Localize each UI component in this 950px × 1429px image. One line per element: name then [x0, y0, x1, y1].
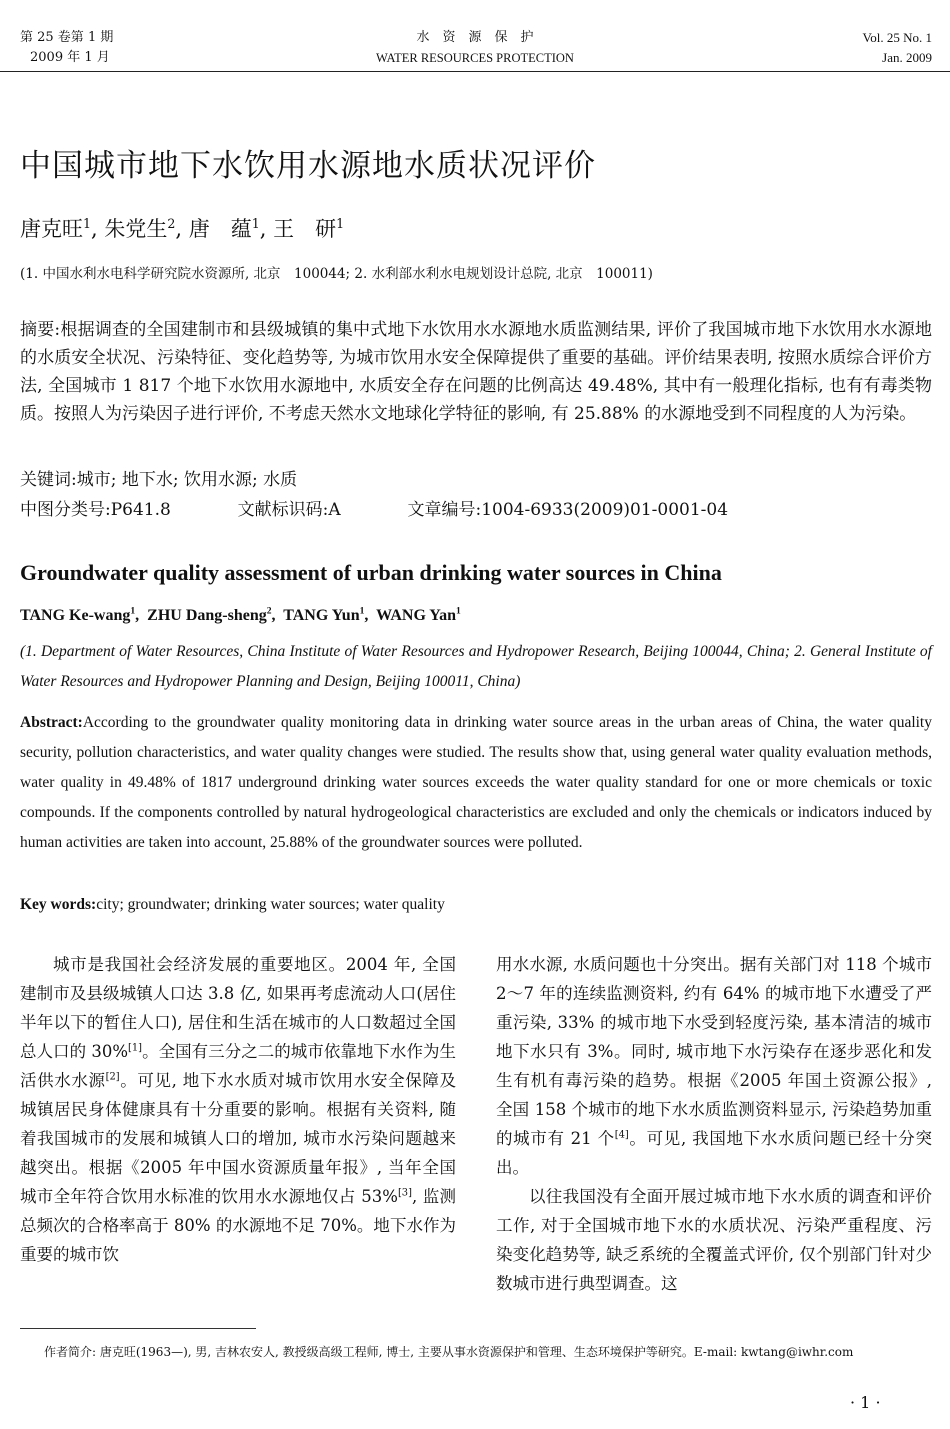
journal-name: [0, 28, 950, 68]
body-paragraph: 以往我国没有全面开展过城市地下水水质的调查和评价工作, 对于全国城市地下水的水质状况、污染严重程度、污染变化趋势等, 缺乏系统的全覆盖式评价, 仅个别部门针对少数城市进行典型调查。这: [496, 1187, 932, 1293]
author-name: 朱党生: [104, 217, 168, 241]
author-name-en: ZHU Dang-sheng: [147, 607, 267, 624]
abstract-en: [20, 708, 932, 858]
volume-date: Jan. 2009: [882, 50, 932, 65]
clc-value: P641.8: [110, 500, 171, 520]
abstract-en-text: According to the groundwater quality monitoring data in drinking water source areas in the urban areas of China, the water quality security, pollution characteristics, and water quality changes were studied. The results show that, using general water quality evaluation methods, water quality in 49.48% of 1817 underground drinking water sources exceeds the water quality standard for one or more chemicals or toxic compounds. If the components controlled by natural hydrogeological characteristics are excluded and only the chemicals or indicators induced by human activities are taken into account, 25.88% of the groundwater sources were polluted.: [20, 714, 932, 851]
keywords-cn: [20, 466, 932, 494]
author-name: 唐 蕴: [188, 217, 252, 241]
affiliation-cn: (1. 中国水利水电科学研究院水资源所, 北京 100044; 2. 水利部水利水电规划设计总院, 北京 100011): [20, 266, 653, 282]
author-list-en: TANG Ke-wang$^1$, ZHU Dang-sheng$^2$, TANG Yun$^1$, WANG Yan$^1$: [20, 605, 461, 624]
paper-title: 中国城市地下水饮用水源地水质状况评价: [20, 148, 596, 184]
author-affil-mark: 1: [359, 605, 365, 617]
abstract-cn-label: 摘要:: [20, 320, 61, 340]
article-number-label: 文章编号:: [407, 500, 482, 520]
body-text: 城市是我国社会经济发展的重要地区。2004 年, 全国建制市及县级城镇人口达 3.8 亿, 如果再考虑流动人口(居住半年以下的暂住人口), 居住和生活在城市的人口数超过全国总人口的 30%: [20, 955, 456, 1061]
author-name-en: WANG Yan: [376, 607, 456, 624]
issue-date: 2009 年 1 月: [30, 50, 110, 65]
body-text: 。可见, 地下水水质对城市饮用水安全保障及城镇居民身体健康具有十分重要的影响。根据有关资料, 随着我国城市的发展和城镇人口的增加, 城市水污染问题越来越突出。根据《2005 年中国水资源质量年报》, 当年全国城市全年符合饮用水标准的饮用水水源地仅占 53%: [20, 1071, 456, 1206]
header-rule: [0, 71, 950, 72]
author-name: 唐克旺: [20, 217, 83, 241]
author-name-en: TANG Ke-wang: [20, 607, 131, 624]
journal-name-cn: 水 资 源 保 护: [416, 30, 534, 45]
clc-label: 中图分类号:: [20, 500, 111, 520]
author-affil-mark: 1: [251, 216, 260, 231]
keywords-en: [20, 896, 445, 914]
body-text: 。可见, 我国地下水水质问题已经十分突出。: [496, 1129, 932, 1177]
author-bio-footnote: 作者简介: 唐克旺(1963—), 男, 吉林农安人, 教授级高级工程师, 博士, 主要从事水资源保护和管理、生态环境保护等研究。E-mail: kwtang@iwhr.com: [44, 1345, 854, 1359]
body-paragraph: [496, 950, 932, 1182]
keywords-en-label: Key words:: [20, 896, 97, 913]
classification-line: [20, 496, 932, 524]
abstract-cn: [20, 316, 932, 428]
body-text: , 监测总频次的合格率高于 80% 的水源地不足 70%。地下水作为重要的城市饮: [20, 1187, 456, 1264]
body-text: 。全国有三分之二的城市依靠地下水作为生活供水水源: [20, 1042, 457, 1090]
citation-ref: [1]: [128, 1042, 143, 1054]
affiliation-en: (1. Department of Water Resources, China Institute of Water Resources and Hydropower Research, Beijing 100044, China; 2. General Institute of Water Resources and Hydropower Planning and Design, Beijing 100011, China): [20, 643, 932, 690]
article-number-value: 1004-6933(2009)01-0001-04: [481, 500, 729, 520]
body-paragraph: [20, 950, 456, 1269]
volume-number: Vol. 25 No. 1: [862, 30, 932, 45]
abstract-en-label: Abstract:: [20, 714, 83, 731]
keywords-en-text: city; groundwater; drinking water sources; water quality: [96, 896, 445, 913]
citation-ref: [2]: [105, 1071, 120, 1083]
paper-title-en: Groundwater quality assessment of urban drinking water sources in China: [20, 560, 722, 585]
citation-ref: [3]: [397, 1187, 412, 1199]
footnote-rule: [20, 1328, 256, 1329]
page-number: · 1 ·: [850, 1393, 881, 1412]
author-affil-mark: 2: [167, 216, 176, 231]
doc-code-value: A: [328, 500, 341, 520]
journal-name-en: WATER RESOURCES PROTECTION: [376, 51, 574, 65]
author-list-cn: 唐克旺$^1$, 朱党生$^2$, 唐 蕴$^1$, 王 研$^1$: [20, 216, 345, 241]
citation-ref: [4]: [614, 1129, 629, 1141]
author-name: 王 研: [273, 217, 337, 241]
keywords-cn-label: 关键词:: [20, 470, 77, 490]
author-affil-mark: 1: [130, 605, 136, 617]
body-column-left: [20, 950, 456, 1269]
body-text: 用水水源, 水质问题也十分突出。据有关部门对 118 个城市 2～7 年的连续监测资料, 约有 64% 的城市地下水遭受了严重污染, 33% 的城市地下水受到轻度污染, 基本清洁的城市地下水只有 3%。同时, 城市地下水污染存在逐步恶化和发生有机有毒污染的趋势。根据《2005 年国土资源公报》, 全国 158 个城市的地下水水质监测资料显示, 污染趋势加重的城市有 21 个: [496, 955, 932, 1148]
journal-volume-en: [863, 28, 932, 68]
author-affil-mark: 1: [83, 216, 92, 231]
author-affil-mark: 1: [336, 216, 345, 231]
doc-code-label: 文献标识码:: [237, 500, 329, 520]
issue-volume: 第 25 卷第 1 期: [20, 30, 114, 45]
keywords-cn-text: 城市; 地下水; 饮用水源; 水质: [76, 470, 298, 490]
body-column-right: [496, 950, 932, 1298]
abstract-cn-text: 根据调查的全国建制市和县级城镇的集中式地下水饮用水水源地水质监测结果, 评价了我国城市地下水饮用水水源地的水质安全状况、污染特征、变化趋势等, 为城市饮用水安全保障提供了重要的基础。评价结果表明, 按照水质综合评价方法, 全国城市 1 817 个地下水饮用水源地中, 水质安全存在问题的比例高达 49.48%, 其中有一般理化指标, 也有有毒类物质。按照人为污染因子进行评价, 不考虑天然水文地球化学特征的影响, 有 25.88% 的水源地受到不同程度的人为污染。: [20, 320, 932, 424]
author-name-en: TANG Yun: [283, 607, 360, 624]
author-affil-mark: 2: [266, 605, 272, 617]
author-affil-mark: 1: [455, 605, 461, 617]
